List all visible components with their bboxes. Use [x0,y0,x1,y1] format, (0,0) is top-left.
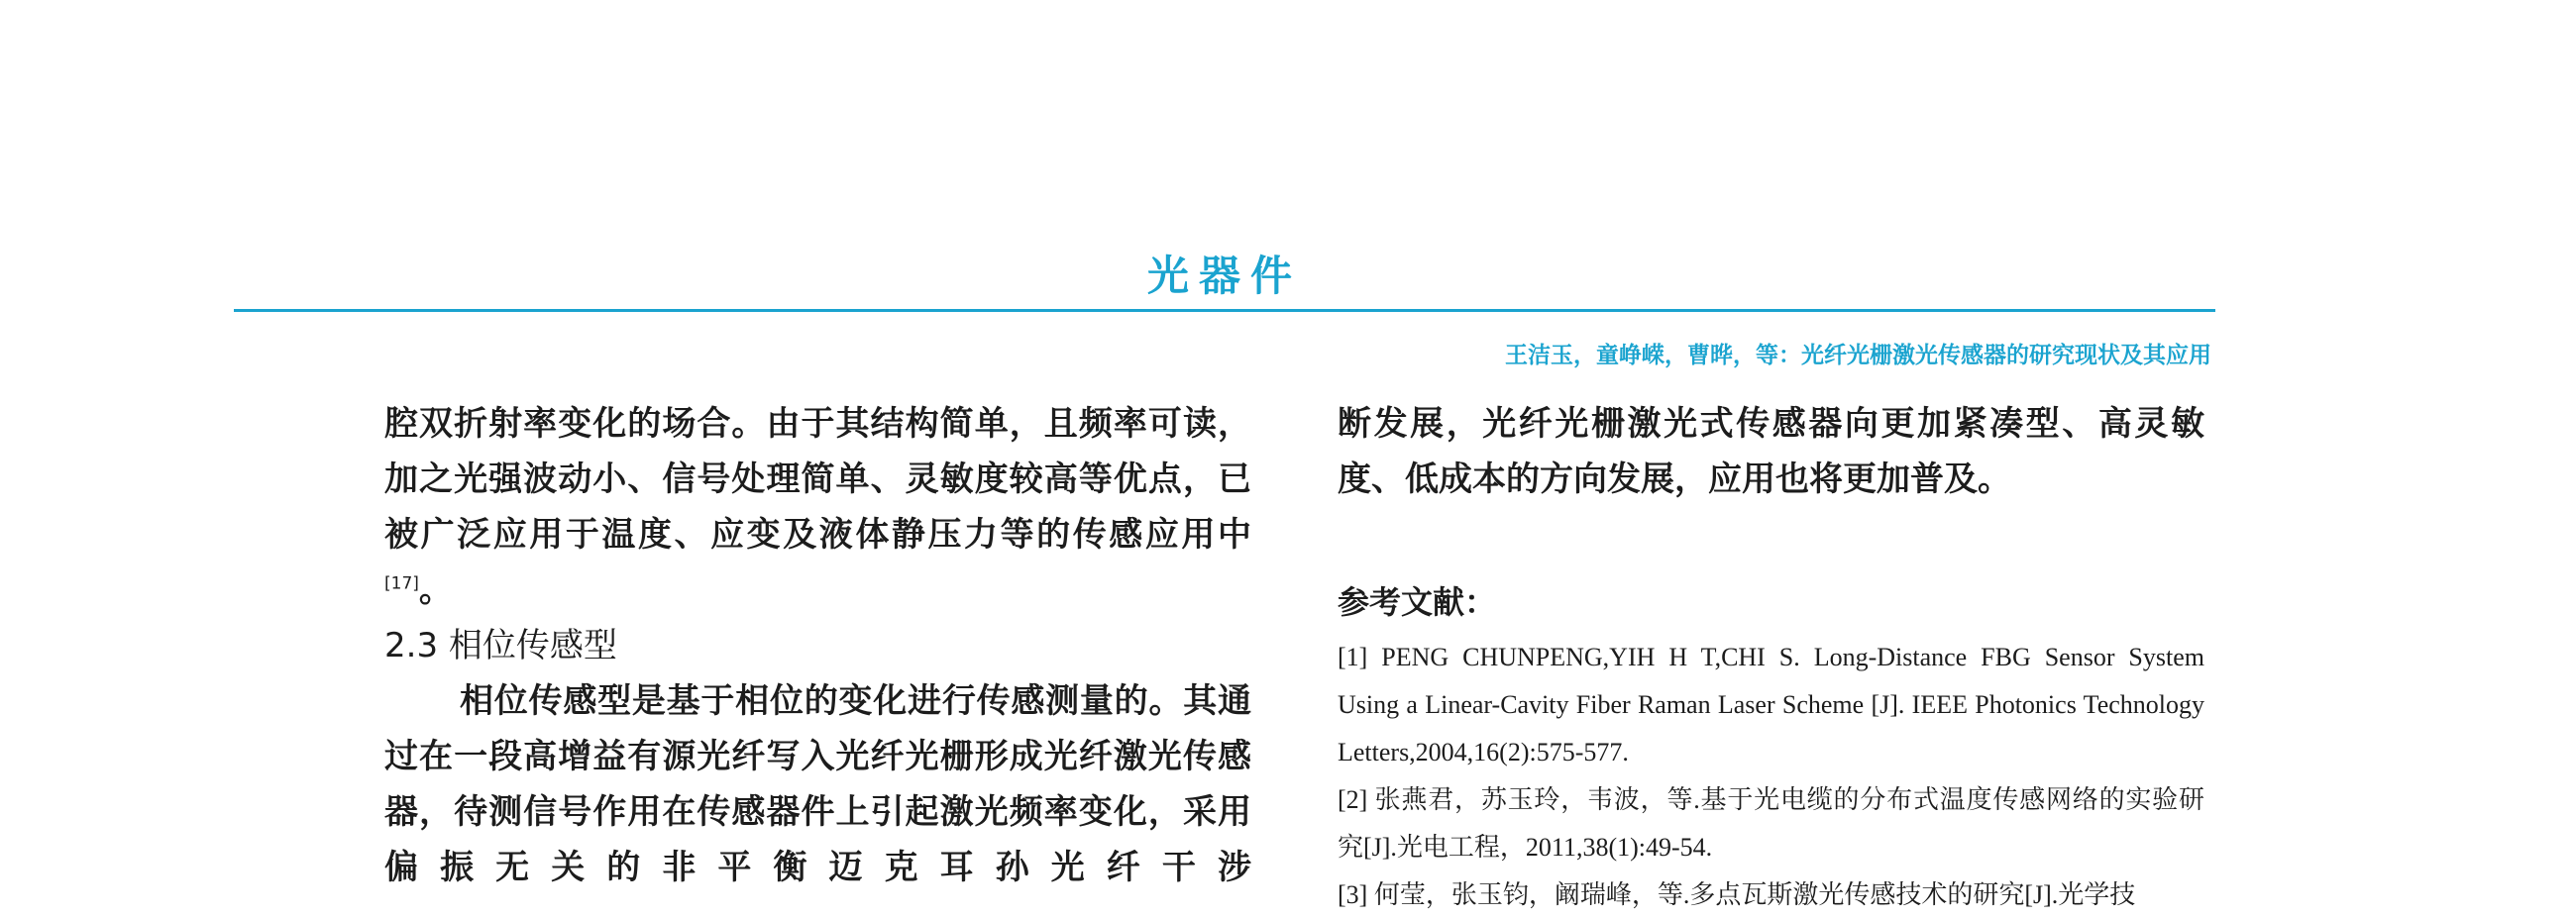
references-list [1338,634,2204,919]
subheading-2-3: 2.3 相位传感型 [384,626,617,665]
running-head: 王洁玉，童峥嵘，曹晔，等：光纤光栅激光传感器的研究现状及其应用 [1505,343,2211,368]
right-column [1338,396,2204,919]
left-column [384,396,1251,895]
paragraph-1-text: 腔双折射率变化的场合。由于其结构简单，且频率可读，加之光强波动小、信号处理简单、灵敏度较高等优点，已被广泛应用于温度、应变及液体静压力等的传感应用中 [384,404,1251,555]
references-title: 参考文献： [1338,583,1497,621]
body-paragraph-right: 断发展，光纤光栅激光式传感器向更加紧凑型、高灵敏度、低成本的方向发展，应用也将更加普及。 [1338,404,2204,499]
reference-item-3: [3] 何莹，张玉钧，阚瑞峰，等.多点瓦斯激光传感技术的研究[J].光学技 [1338,880,2136,909]
header-rule [234,309,2215,312]
section-title: 光器件 [1146,252,1302,300]
body-paragraph-1 [384,396,1251,618]
reference-item-2: [2] 张燕君，苏玉玲，韦波，等.基于光电缆的分布式温度传感网络的实验研究[J].光电工程，2011,38(1):49-54. [1338,785,2204,862]
citation-17[interactable]: [17] [384,573,419,594]
body-paragraph-2: 相位传感型是基于相位的变化进行传感测量的。其通过在一段高增益有源光纤写入光纤光栅形成光纤激光传感器，待测信号作用在传感器件上引起激光频率变化，采用偏振无关的非平衡迈克耳孙光纤干涉 [384,681,1251,887]
reference-item-1: [1] PENG CHUNPENG,YIH H T,CHI S. Long-Distance FBG Sensor System Using a Linear-Cavity Fiber Raman Laser Scheme [J]. IEEE Photonics Technology Letters,2004,16(2):575-577. [1338,643,2204,766]
paragraph-1-end: 。 [418,570,453,610]
